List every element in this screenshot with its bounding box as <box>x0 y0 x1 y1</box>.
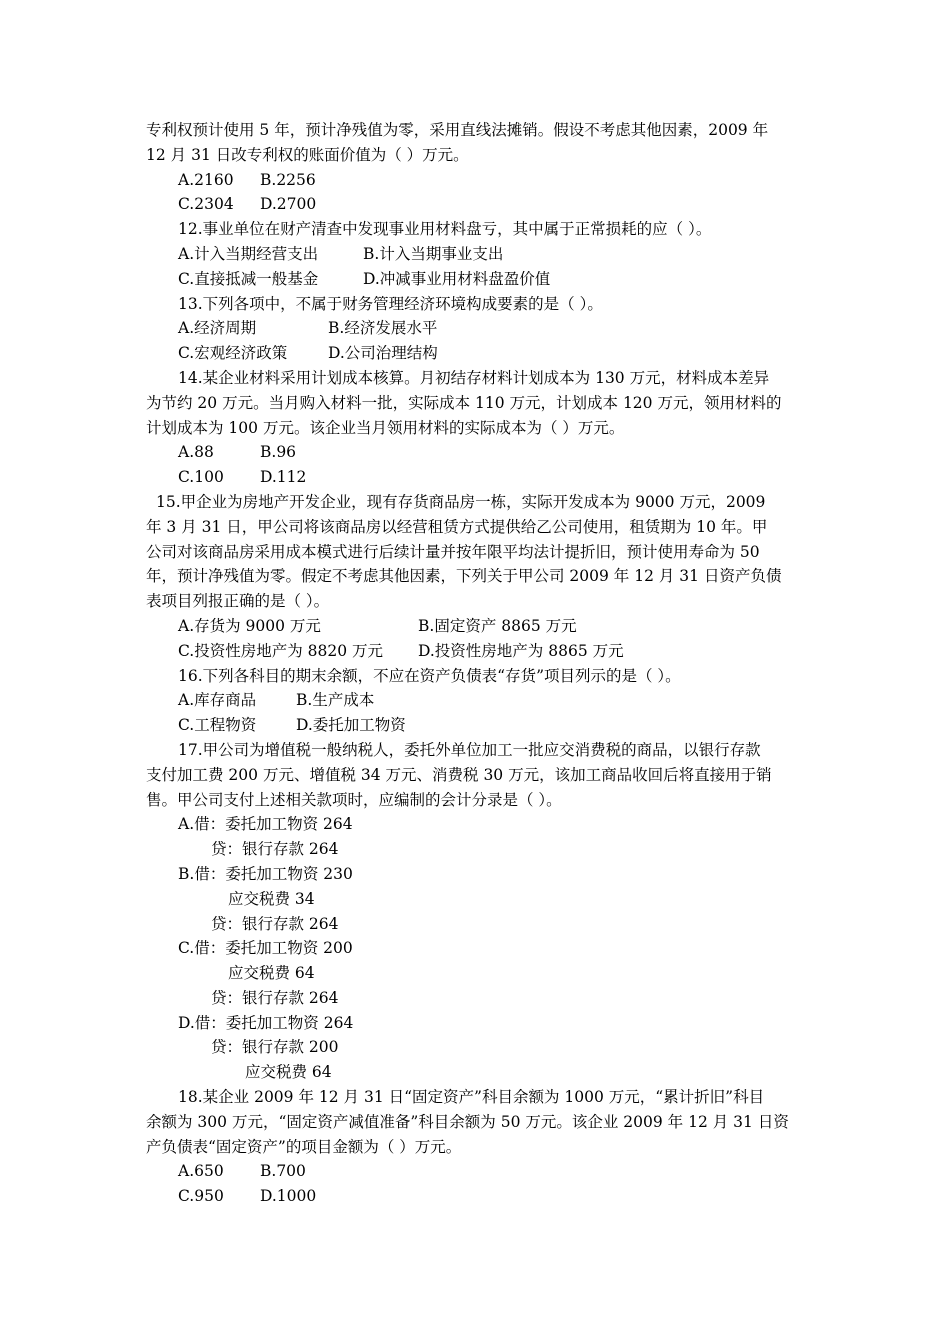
journal-entry-line: 应交税费 64 <box>228 964 315 983</box>
option-d: D.112 <box>260 468 307 487</box>
option-a: A.2160 <box>178 170 234 189</box>
journal-entry-line: D.借：委托加工物资 264 <box>178 1013 354 1032</box>
option-c: C.100 <box>178 468 224 487</box>
question-14-stem: 为节约 20 万元。当月购入材料一批，实际成本 110 万元，计划成本 120 万元，领用材料的 <box>146 393 782 412</box>
option-c: C.宏观经济政策 <box>178 344 288 363</box>
option-b: B.固定资产 8865 万元 <box>418 616 577 635</box>
option-a: A.经济周期 <box>178 319 257 338</box>
option-a: A.88 <box>178 443 214 462</box>
question-17-stem: 17.甲公司为增值税一般纳税人，委托外单位加工一批应交消费税的商品，以银行存款 <box>178 740 761 759</box>
option-row <box>146 614 806 639</box>
option-row <box>146 713 806 738</box>
journal-entry-line: B.借：委托加工物资 230 <box>178 864 353 883</box>
question-17-stem: 售。甲公司支付上述相关款项时，应编制的会计分录是（ ）。 <box>146 790 562 809</box>
journal-entry-line: 贷：银行存款 264 <box>211 914 339 933</box>
option-c: C.2304 <box>178 195 234 214</box>
option-row <box>146 242 806 267</box>
option-a: A.存货为 9000 万元 <box>178 616 321 635</box>
journal-entry-line: 应交税费 64 <box>245 1063 332 1082</box>
option-c: C.直接抵减一般基金 <box>178 269 319 288</box>
question-18-stem: 18.某企业 2009 年 12 月 31 日“固定资产”科目余额为 1000 万元，“累计折旧”科目 <box>178 1088 765 1107</box>
option-row <box>146 192 806 217</box>
option-b: B.计入当期事业支出 <box>363 244 504 263</box>
option-row <box>146 341 806 366</box>
option-c: C.950 <box>178 1187 224 1206</box>
question-14-stem: 计划成本为 100 万元。该企业当月领用材料的实际成本为（ ）万元。 <box>146 418 625 437</box>
option-row <box>146 1159 806 1184</box>
option-row <box>146 440 806 465</box>
option-row <box>146 465 806 490</box>
journal-entry-line: 贷：银行存款 264 <box>211 840 339 859</box>
journal-entry-line: C.借：委托加工物资 200 <box>178 939 353 958</box>
text-line: 12 月 31 日改专利权的账面价值为（ ）万元。 <box>146 145 469 164</box>
question-15-stem: 表项目列报正确的是（ ）。 <box>146 592 330 611</box>
option-a: A.650 <box>178 1162 224 1181</box>
option-b: B.经济发展水平 <box>328 319 438 338</box>
option-c: C.投资性房地产为 8820 万元 <box>178 641 384 660</box>
journal-entry-line: A.借：委托加工物资 264 <box>178 815 353 834</box>
option-a: A.计入当期经营支出 <box>178 244 319 263</box>
question-14-stem: 14.某企业材料采用计划成本核算。月初结存材料计划成本为 130 万元，材料成本差异 <box>178 368 770 387</box>
option-d: D.2700 <box>260 195 317 214</box>
option-row <box>146 1184 806 1209</box>
document-body <box>146 118 806 1209</box>
text-line: 专利权预计使用 5 年，预计净残值为零，采用直线法摊销。假设不考虑其他因素，2009 年 <box>146 121 769 139</box>
option-b: B.生产成本 <box>296 691 375 710</box>
option-d: D.冲减事业用材料盘盈价值 <box>363 269 551 288</box>
option-row <box>146 688 806 713</box>
question-18-stem: 产负债表“固定资产”的项目金额为（ ）万元。 <box>146 1137 462 1156</box>
question-15-stem: 15.甲企业为房地产开发企业，现有存货商品房一栋，实际开发成本为 9000 万元，2009 <box>156 492 766 511</box>
option-row <box>146 267 806 292</box>
option-row <box>146 168 806 193</box>
option-a: A.库存商品 <box>178 691 257 710</box>
question-12-stem: 12.事业单位在财产清查中发现事业用材料盘亏，其中属于正常损耗的应（ ）。 <box>178 220 712 239</box>
journal-entry-line: 贷：银行存款 264 <box>211 988 339 1007</box>
question-16-stem: 16.下列各科目的期末余额，不应在资产负债表“存货”项目列示的是（ ）。 <box>178 666 681 685</box>
option-b: B.96 <box>260 443 297 462</box>
question-15-stem: 公司对该商品房采用成本模式进行后续计量并按年限平均法计提折旧，预计使用寿命为 50 <box>146 542 760 561</box>
journal-entry-line: 应交税费 34 <box>228 889 315 908</box>
option-row <box>146 316 806 341</box>
question-18-stem: 余额为 300 万元，“固定资产减值准备”科目余额为 50 万元。该企业 2009 年 12 月 31 日资 <box>146 1112 789 1131</box>
journal-entry-line: 贷：银行存款 200 <box>211 1038 339 1057</box>
option-row <box>146 639 806 664</box>
question-13-stem: 13.下列各项中，不属于财务管理经济环境构成要素的是（ ）。 <box>178 294 603 313</box>
option-d: D.公司治理结构 <box>328 344 438 363</box>
option-d: D.投资性房地产为 8865 万元 <box>418 641 624 660</box>
question-15-stem: 年，预计净残值为零。假定不考虑其他因素，下列关于甲公司 2009 年 12 月 31 日资产负债 <box>146 567 782 586</box>
option-b: B.700 <box>260 1162 306 1181</box>
option-c: C.工程物资 <box>178 716 257 735</box>
question-15-stem: 年 3 月 31 日，甲公司将该商品房以经营租赁方式提供给乙公司使用，租赁期为 10 年。甲 <box>146 517 768 536</box>
option-d: D.委托加工物资 <box>296 716 406 735</box>
question-17-stem: 支付加工费 200 万元、增值税 34 万元、消费税 30 万元，该加工商品收回后将直接用于销 <box>146 765 772 784</box>
option-b: B.2256 <box>260 170 316 189</box>
option-d: D.1000 <box>260 1187 317 1206</box>
